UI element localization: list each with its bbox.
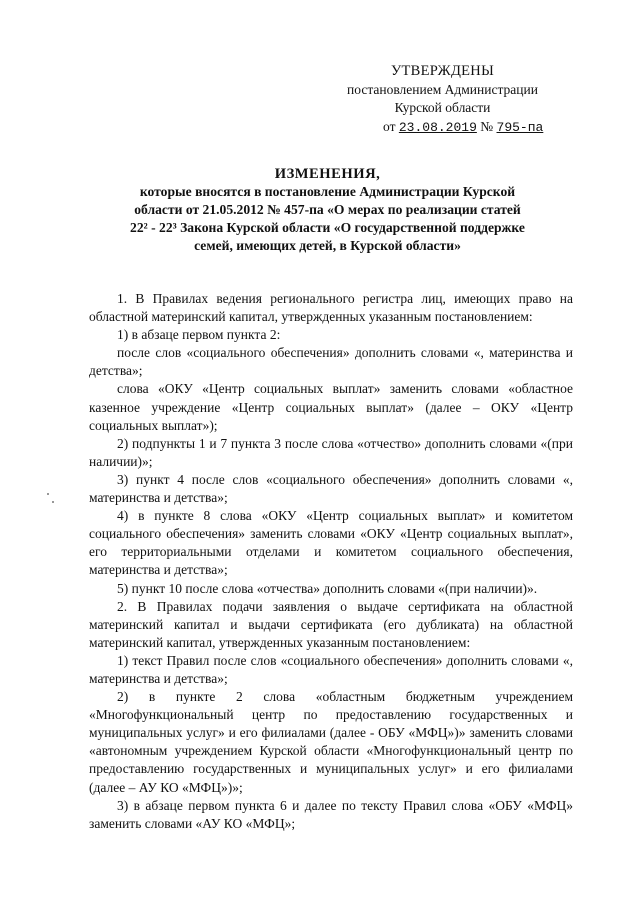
document-heading: [80, 165, 575, 255]
paragraph: 1) в абзаце первом пункта 2:: [117, 327, 281, 343]
scan-speck: [52, 501, 54, 503]
approval-number: 795-па: [496, 119, 544, 135]
heading-line-1: которые вносятся в постановление Администрации Курской: [139, 184, 516, 199]
paragraph: 3) в абзаце первом пункта 6 и далее по тексту Правил слова «ОБУ «МФЦ» заменить словами «АУ КО «МФЦ»;: [89, 797, 573, 831]
scan-speck: [47, 493, 49, 495]
approval-date-line: [300, 118, 585, 138]
paragraph: после слов «социального обеспечения» дополнить словами «, материнства и детства»;: [89, 345, 573, 379]
approval-date: 23.08.2019: [398, 119, 477, 135]
paragraph: 2) подпункты 1 и 7 пункта 3 после слова «отчество» дополнить словами «(при наличии)»;: [89, 435, 573, 469]
paragraph: 3) пункт 4 после слов «социального обеспечения» дополнить словами «, материнства и детства»;: [89, 471, 573, 506]
heading-line-2: области от 21.05.2012 № 457-па «О мерах по реализации статей: [134, 202, 521, 217]
heading-line-3: 22² - 22³ Закона Курской области «О государственной поддержке: [130, 220, 525, 235]
heading-line-4: семей, имеющих детей, в Курской области»: [194, 238, 461, 253]
approval-line-2: Курской области: [394, 100, 491, 115]
paragraph: 2) в пункте 2 слова «областным бюджетным учреждением «Многофункциональный центр по предоставлению государственных и муниципальных услуг» и его филиалами (далее - ОБУ «МФЦ»)» заменить словами «автономным учреждением Курской области «Многофункциональный центр по предоставлению государственных и муниципальных услуг» и его филиалами (далее – АУ КО «МФЦ»)»;: [89, 689, 573, 795]
approval-line-1: постановлением Администрации: [347, 81, 538, 97]
paragraph: 4) в пункте 8 слова «ОКУ «Центр социальных выплат» и комитетом социального обеспечения» заменить словами «ОКУ «Центр социальных выплат», его территориальными отделами и комитетом социального обеспечения, материнства и детства»;: [89, 508, 573, 578]
paragraph: 2. В Правилах подачи заявления о выдаче сертификата на областной материнский капитал и выдачи сертификата (его дубликата) на областной материнский капитал, утвержденных указанным постановлением:: [89, 598, 573, 650]
paragraph: 1. В Правилах ведения регионального регистра лиц, имеющих право на областной материнский капитал, утвержденных указанным постановлением:: [89, 291, 573, 325]
approval-title: УТВЕРЖДЕНЫ: [390, 63, 495, 79]
paragraph: слова «ОКУ «Центр социальных выплат» заменить словами «областное казенное учреждение «Центр социальных выплат» (далее – ОКУ «Центр социальных выплат»);: [89, 381, 573, 433]
approval-stamp: [300, 62, 585, 137]
paragraph: 5) пункт 10 после слова «отчества» дополнить словами «(при наличии)».: [117, 580, 538, 596]
paragraph: 1) текст Правил после слов «социального обеспечения» дополнить словами «, материнства и детства»;: [89, 652, 573, 686]
heading-title: ИЗМЕНЕНИЯ,: [274, 166, 381, 182]
document-body: [89, 290, 573, 833]
date-prefix: от: [383, 118, 396, 134]
number-prefix: №: [480, 118, 494, 134]
